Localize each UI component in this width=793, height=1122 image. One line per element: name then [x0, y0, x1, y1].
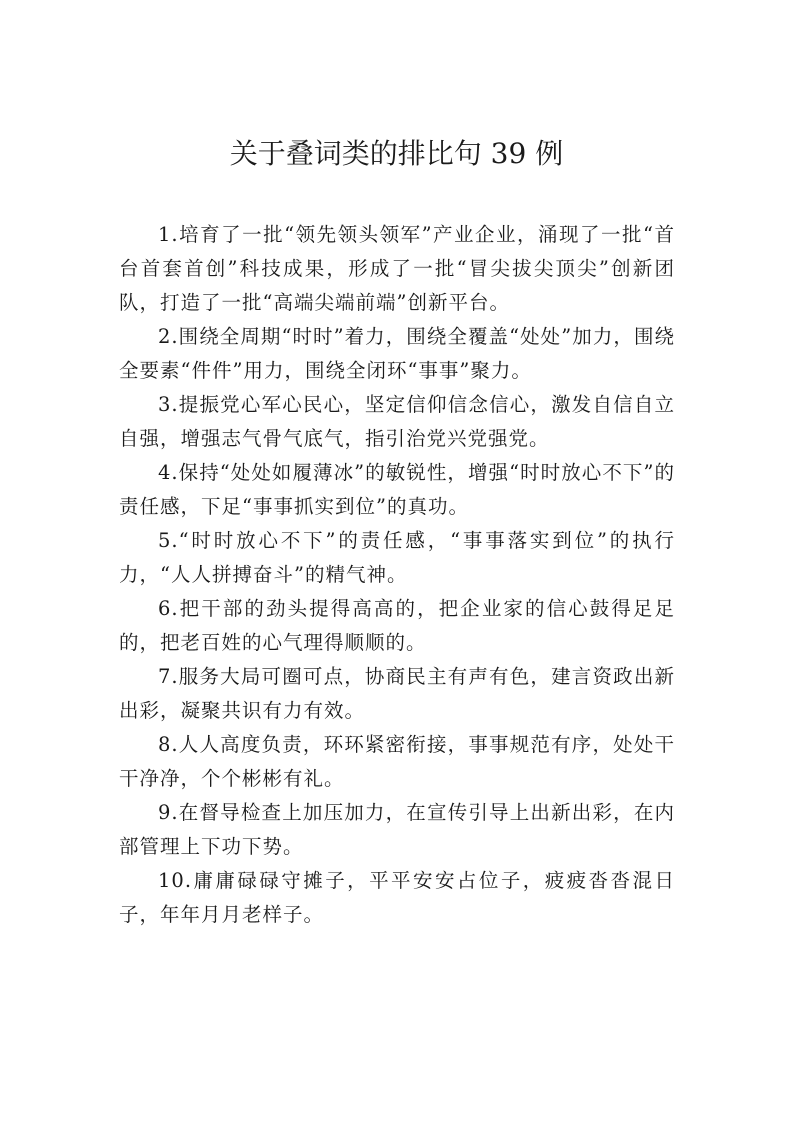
paragraph-1: 1.培育了一批“领先领头领军”产业企业，涌现了一批“首台首套首创”科技成果，形成了一批“冒尖拔尖顶尖”创新团队，打造了一批“高端尖端前端”创新平台。	[119, 223, 675, 314]
paragraph-9: 9.在督导检查上加压加力，在宣传引导上出新出彩，在内部管理上下功下势。	[119, 801, 675, 858]
paragraph-2: 2.围绕全周期“时时”着力，围绕全覆盖“处处”加力，围绕全要素“件件”用力，围绕全闭环“事事”聚力。	[119, 325, 675, 382]
document-body	[119, 218, 675, 932]
paragraph-4: 4.保持“处处如履薄冰”的敏锐性，增强“时时放心不下”的责任感，下足“事事抓实到位”的真功。	[119, 461, 675, 518]
paragraph-6: 6.把干部的劲头提得高高的，把企业家的信心鼓得足足的，把老百姓的心气理得顺顺的。	[119, 597, 675, 654]
paragraph-3: 3.提振党心军心民心，坚定信仰信念信心，激发自信自立自强，增强志气骨气底气，指引治党兴党强党。	[119, 393, 675, 450]
paragraph-8: 8.人人高度负责，环环紧密衔接，事事规范有序，处处干干净净，个个彬彬有礼。	[119, 733, 675, 790]
paragraph-10: 10.庸庸碌碌守摊子，平平安安占位子，疲疲沓沓混日子，年年月月老样子。	[119, 869, 675, 926]
document-title: 关于叠词类的排比句 39 例	[229, 137, 564, 170]
paragraph-7: 7.服务大局可圈可点，协商民主有声有色，建言资政出新出彩，凝聚共识有力有效。	[119, 665, 675, 722]
paragraph-5: 5.“时时放心不下”的责任感，“事事落实到位”的执行力，“人人拼搏奋斗”的精气神。	[119, 529, 675, 586]
